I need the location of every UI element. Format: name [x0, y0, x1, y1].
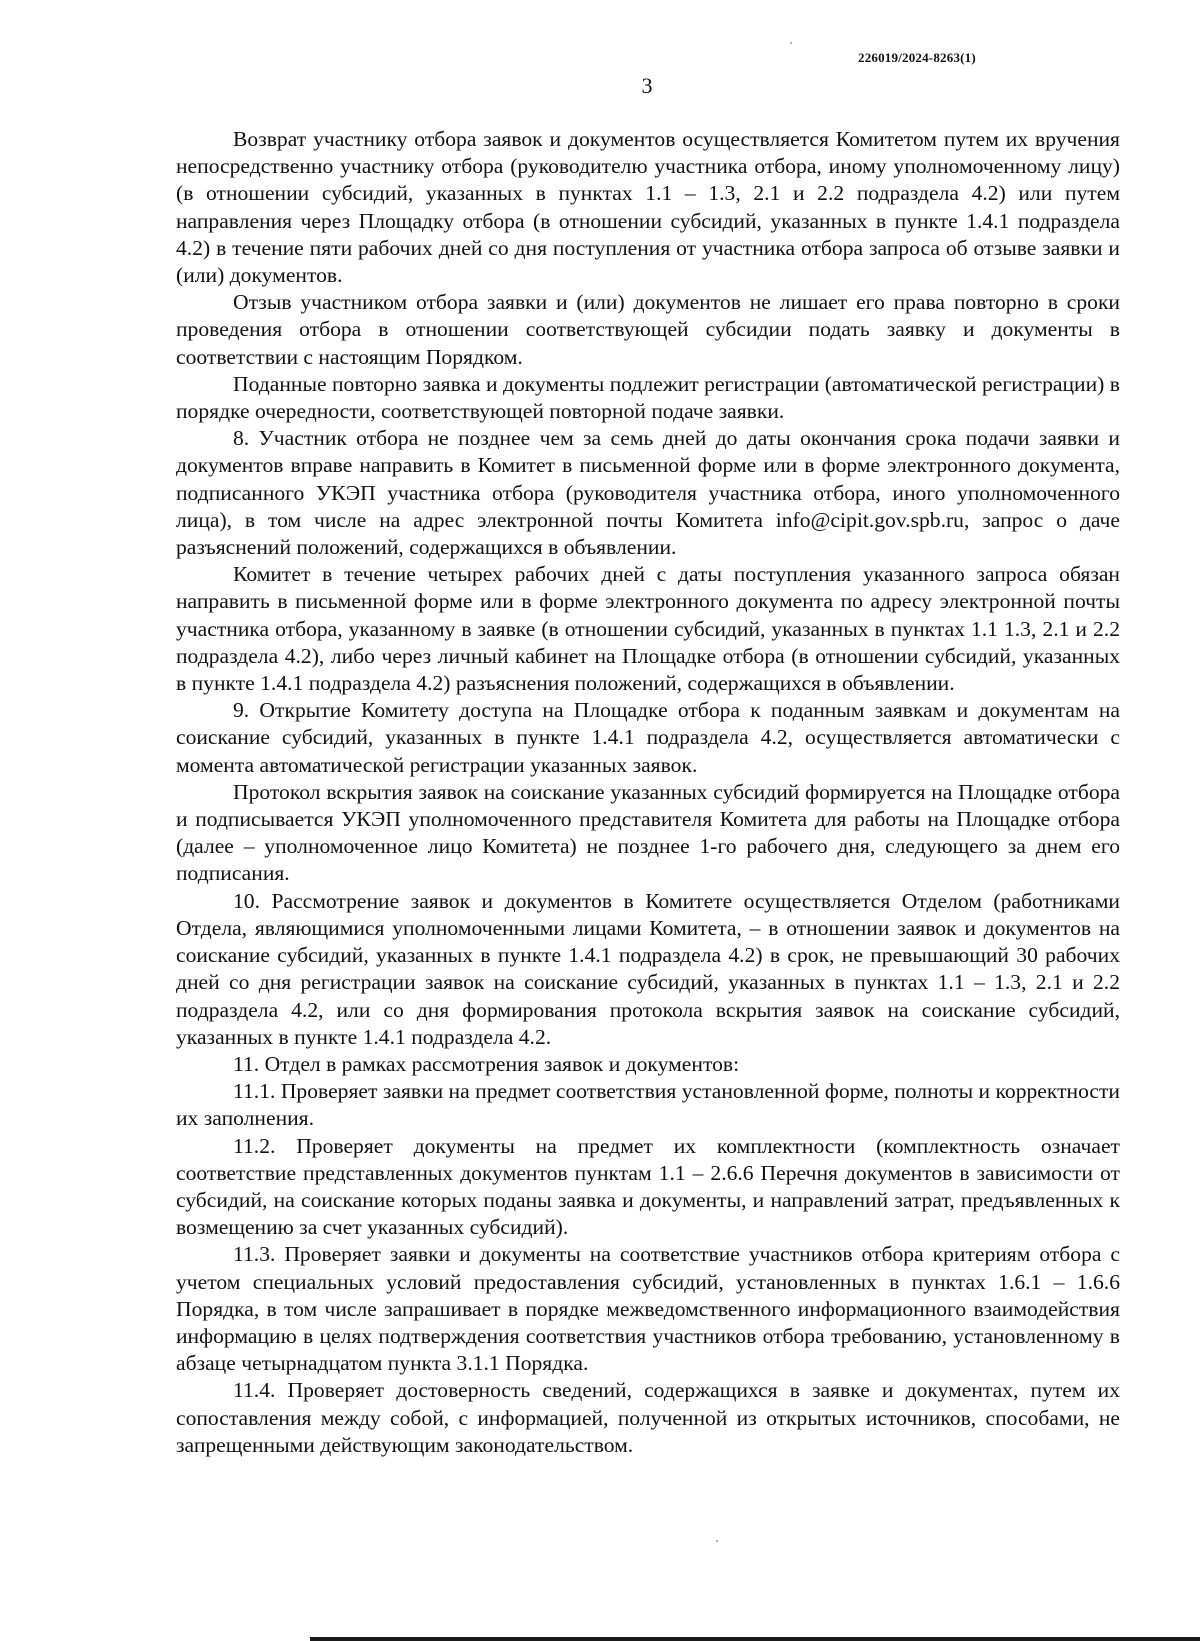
paragraph-resubmission-registration: Поданные повторно заявка и документы подлежит регистрации (автоматической регистрации) в порядке очередности, соответствующей повторной подаче заявки. — [176, 371, 1120, 424]
paragraph-item-11-1: 11.1. Проверяет заявки на предмет соответствия установленной форме, полноты и корректности их заполнения. — [176, 1079, 1120, 1131]
scan-speck — [790, 42, 792, 44]
scan-bottom-edge — [310, 1637, 1200, 1641]
paragraph-committee-clarification: Комитет в течение четырех рабочих дней с даты поступления указанного запроса обязан направить в письменной форме или в форме электронного документа по адресу электронной почты участника отбора, указанному в заявке (в отношении субсидий, указанных в пунктах 1.1 1.3, 2.1 и 2.2 подраздела 4.2), либо через личный кабинет на Площадке отбора (в отношении субсидий, указанных в пункте 1.4.1 подраздела 4.2) разъяснения положений, содержащихся в объявлении. — [176, 562, 1120, 696]
paragraph-opening-protocol: Протокол вскрытия заявок на соискание указанных субсидий формируется на Площадке отбора и подписывается УКЭП уполномоченного представителя Комитета для работы на Площадке отбора (далее – уполномоченное лицо Комитета) не позднее 1-го рабочего дня, следующего за днем его подписания. — [176, 779, 1120, 886]
paragraph-item-11-4: 11.4. Проверяет достоверность сведений, содержащихся в заявке и документах, путем их сопоставления между собой, с информацией, полученной из открытых источников, способами, не запрещенными действующим законодательством. — [176, 1378, 1120, 1457]
document-body — [176, 126, 1120, 1459]
paragraph-withdrawal: Отзыв участником отбора заявки и (или) документов не лишает его права повторно в сроки проведения отбора в отношении соответствующей субсидии подать заявку и документы в соответствии с настоящим Порядком. — [176, 290, 1120, 369]
page-number: 3 — [641, 73, 653, 98]
paragraph-item-11-3: 11.3. Проверяет заявки и документы на соответствие участников отбора критериям отбора с учетом специальных условий предоставления субсидий, установленных в пунктах 1.6.1 – 1.6.6 Порядка, в том числе запрашивает в порядке межведомственного информационного взаимодействия информацию в целях подтверждения соответствия участников отбора требованию, установленному в абзаце четырнадцатом пункта 3.1.1 Порядка. — [176, 1242, 1120, 1376]
paragraph-return-of-application: Возврат участнику отбора заявок и документов осуществляется Комитетом путем их вручения непосредственно участнику отбора (руководителю участника отбора, иному уполномоченному лицу) (в отношении субсидий, указанных в пунктах 1.1 – 1.3, 2.1 и 2.2 подраздела 4.2) или путем направления через Площадку отбора (в отношении субсидий, указанных в пункте 1.4.1 подраздела 4.2) в течение пяти рабочих дней со дня поступления от участника отбора запроса об отзыве заявки и (или) документов. — [176, 127, 1120, 288]
scan-speck — [716, 1540, 718, 1542]
paragraph-item-11: 11. Отдел в рамках рассмотрения заявок и документов: — [233, 1051, 740, 1076]
paragraph-item-10: 10. Рассмотрение заявок и документов в Комитете осуществляется Отделом (работниками Отдела, являющимися уполномоченными лицами Комитета, – в отношении заявок и документов на соискание субсидий, указанных в пункте 1.4.1 подраздела 4.2) в срок, не превышающий 30 рабочих дней со дня регистрации заявок на соискание субсидий, указанных в пунктах 1.1 – 1.3, 2.1 и 2.2 подраздела 4.2, или со дня формирования протокола вскрытия заявок на соискание субсидий, указанных в пункте 1.4.1 подраздела 4.2. — [176, 888, 1120, 1049]
paragraph-item-11-2: 11.2. Проверяет документы на предмет их комплектности (комплектность означает соответствие представленных документов пунктам 1.1 – 2.6.6 Перечня документов в зависимости от субсидий, на соискание которых поданы заявка и документы, и направлений затрат, предъявленных к возмещению за счет указанных субсидий). — [176, 1133, 1120, 1240]
document-registration-number: 226019/2024-8263(1) — [858, 50, 976, 65]
paragraph-item-9: 9. Открытие Комитету доступа на Площадке отбора к поданным заявкам и документам на соискание субсидий, указанных в пункте 1.4.1 подраздела 4.2, осуществляется автоматически с момента автоматической регистрации указанных заявок. — [176, 698, 1120, 777]
paragraph-item-8: 8. Участник отбора не позднее чем за семь дней до даты окончания срока подачи заявки и документов вправе направить в Комитет в письменной форме или в форме электронного документа, подписанного УКЭП участника отбора (руководителя участника отбора, иного уполномоченного лица), в том числе на адрес электронной почты Комитета info@cipit.gov.spb.ru, запрос о даче разъяснений положений, содержащихся в объявлении. — [176, 426, 1120, 560]
